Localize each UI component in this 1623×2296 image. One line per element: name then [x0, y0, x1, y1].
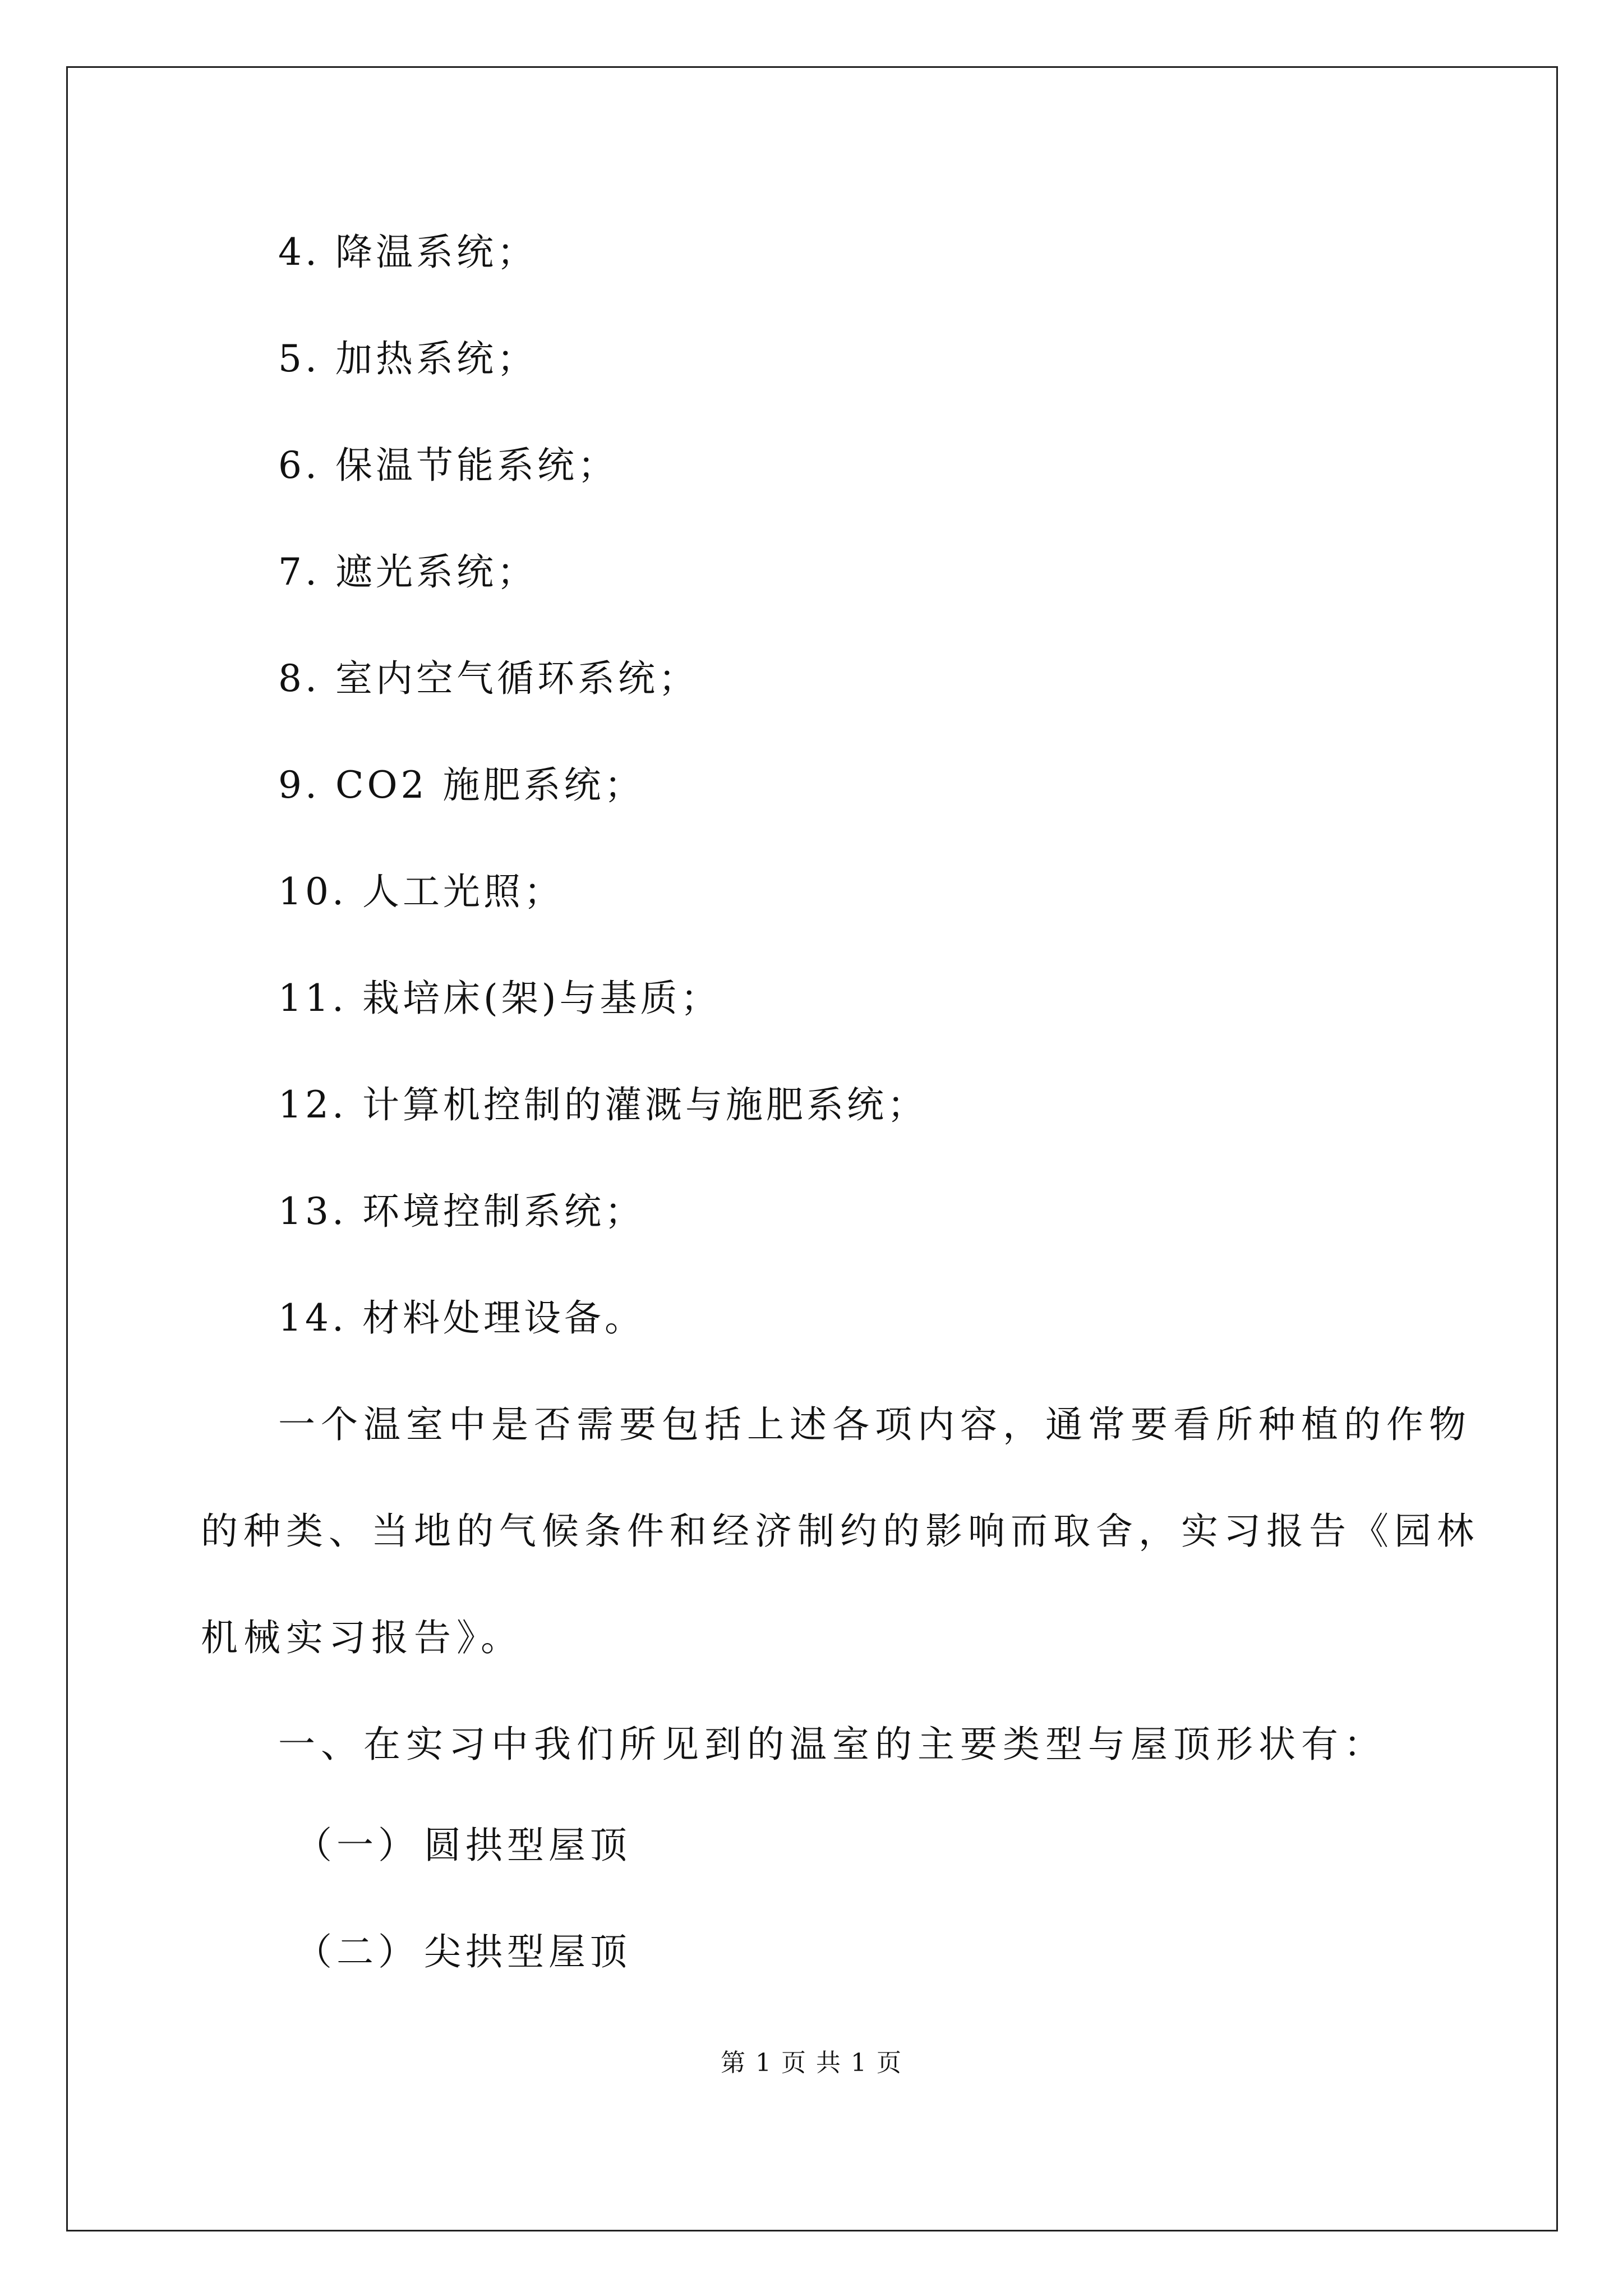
- page-footer: 第 1 页 共 1 页: [721, 2049, 902, 2077]
- list-item: 5. 加热系统；: [278, 337, 537, 380]
- paragraph-line: 一个温室中是否需要包括上述各项内容，通常要看所种植的作物: [278, 1403, 1472, 1446]
- section-heading: 一、在实习中我们所见到的温室的主要类型与屋顶形状有：: [278, 1723, 1386, 1766]
- list-item: 13. 环境控制系统；: [278, 1190, 645, 1233]
- list-item: 11. 栽培床(架)与基质；: [278, 977, 721, 1020]
- page-border: [66, 66, 1558, 2231]
- sub-item-text: 尖拱型屋顶: [424, 1930, 631, 1973]
- list-item: 9. CO2 施肥系统；: [278, 763, 645, 807]
- list-item: 4. 降温系统；: [278, 231, 537, 274]
- list-item: 10. 人工光照；: [278, 870, 564, 913]
- list-item: 7. 遮光系统；: [278, 550, 537, 593]
- sub-item-number: （二）: [295, 1930, 419, 1973]
- sub-item: [295, 1823, 631, 1868]
- list-item: 8. 室内空气循环系统；: [278, 657, 699, 700]
- sub-item: [295, 1930, 631, 1975]
- sub-item-number: （一）: [295, 1824, 419, 1867]
- list-item: 6. 保温节能系统；: [278, 444, 618, 487]
- paragraph-line: 机械实习报告》。: [201, 1616, 523, 1659]
- paragraph-line: 的种类、当地的气候条件和经济制约的影响而取舍，实习报告《园林: [201, 1510, 1479, 1553]
- list-item: 12. 计算机控制的灌溉与施肥系统；: [278, 1083, 928, 1126]
- list-item: 14. 材料处理设备。: [278, 1296, 645, 1340]
- sub-item-text: 圆拱型屋顶: [424, 1824, 631, 1867]
